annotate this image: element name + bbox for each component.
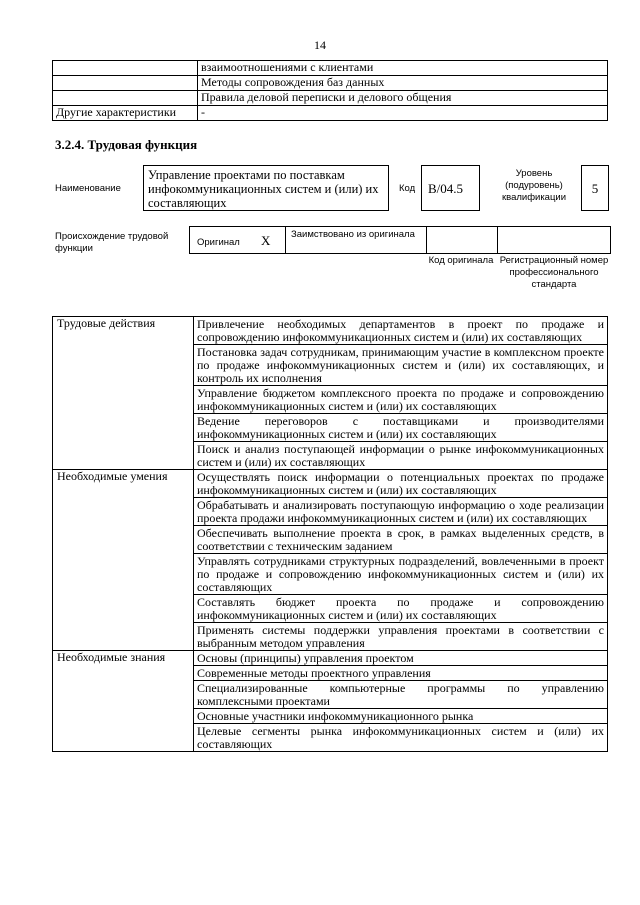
table-cell: Обеспечивать выполнение проекта в срок, в рамках выделенных средств, в соответствии с техническим заданием bbox=[194, 526, 608, 554]
section-label: Необходимые умения bbox=[53, 470, 194, 651]
table-row bbox=[53, 317, 608, 345]
table-row bbox=[53, 76, 608, 91]
table-cell: Управление бюджетом комплексного проекта по продаже и сопровождению инфокоммуникационных систем и (или) их составляющих bbox=[194, 386, 608, 414]
table-cell: взаимоотношениями с клиентами bbox=[198, 61, 608, 76]
code-value: B/04.5 bbox=[421, 165, 480, 211]
table-row bbox=[53, 91, 608, 106]
table-cell: Другие характеристики bbox=[53, 106, 198, 121]
table-cell: Специализированные компьютерные программы по управлению комплексными проектами bbox=[194, 681, 608, 709]
original-label: Оригинал bbox=[197, 237, 240, 248]
table-cell bbox=[53, 76, 198, 91]
page-number: 14 bbox=[314, 38, 326, 52]
table-row bbox=[53, 106, 608, 121]
borrowed-label: Заимствовано из оригинала bbox=[291, 229, 415, 240]
level-label: Уровень (подуровень) квалификации bbox=[501, 168, 567, 203]
table-cell: Обрабатывать и анализировать поступающую информацию о ходе реализации проекта продажи инфокоммуникационных систем и (или) их составляющих bbox=[194, 498, 608, 526]
table-cell: - bbox=[198, 106, 608, 121]
table-cell: Составлять бюджет проекта по продаже и сопровождению инфокоммуникационных систем и (или) их составляющих bbox=[194, 595, 608, 623]
table-cell: Постановка задач сотрудникам, принимающим участие в комплексном проекте по продаже инфокоммуникационных систем и (или) их составляющих, и контроль их исполнения bbox=[194, 345, 608, 386]
table-cell: Основы (принципы) управления проектом bbox=[194, 651, 608, 666]
table-row bbox=[53, 651, 608, 666]
table-cell: Осуществлять поиск информации о потенциальных проектах по продаже инфокоммуникационных систем и (или) их составляющих bbox=[194, 470, 608, 498]
table-cell bbox=[53, 61, 198, 76]
table-cell: Ведение переговоров с поставщиками и производителями инфокоммуникационных систем и (или) их составляющих bbox=[194, 414, 608, 442]
table-cell: Современные методы проектного управления bbox=[194, 666, 608, 681]
table-cell: Методы сопровождения баз данных bbox=[198, 76, 608, 91]
top-table bbox=[52, 60, 608, 121]
table-cell bbox=[53, 91, 198, 106]
section-label: Трудовые действия bbox=[53, 317, 194, 470]
table-cell: Правила деловой переписки и делового общения bbox=[198, 91, 608, 106]
original-mark: X bbox=[261, 233, 271, 248]
level-value: 5 bbox=[581, 165, 609, 211]
table-cell: Управлять сотрудниками структурных подразделений, вовлеченными в проект по продаже и сопровождению инфокоммуникационных систем и (или) их составляющих bbox=[194, 554, 608, 595]
function-name-value: Управление проектами по поставкам инфокоммуникационных систем и (или) их составляющих bbox=[143, 165, 389, 211]
reg-number-label: Регистрационный номер профессионального стандарта bbox=[499, 255, 609, 290]
table-cell: Целевые сегменты рынка инфокоммуникационных систем и (или) их составляющих bbox=[194, 724, 608, 752]
section-label: Необходимые знания bbox=[53, 651, 194, 752]
code-original-label: Код оригинала bbox=[428, 255, 494, 266]
name-label: Наименование bbox=[55, 183, 121, 194]
table-row bbox=[53, 470, 608, 498]
section-heading: 3.2.4. Трудовая функция bbox=[55, 137, 198, 152]
table-cell: Основные участники инфокоммуникационного рынка bbox=[194, 709, 608, 724]
table-row bbox=[53, 61, 608, 76]
table-cell: Поиск и анализ поступающей информации о рынке инфокоммуникационных систем и (или) их составляющих bbox=[194, 442, 608, 470]
main-table bbox=[52, 316, 608, 752]
table-cell: Применять системы поддержки управления проектами в соответствии с выбранным методом управления bbox=[194, 623, 608, 651]
table-cell: Привлечение необходимых департаментов в проект по продаже и сопровождению инфокоммуникационных систем и (или) их составляющих bbox=[194, 317, 608, 345]
origin-label: Происхождение трудовой функции bbox=[55, 231, 169, 254]
code-label: Код bbox=[399, 183, 416, 194]
